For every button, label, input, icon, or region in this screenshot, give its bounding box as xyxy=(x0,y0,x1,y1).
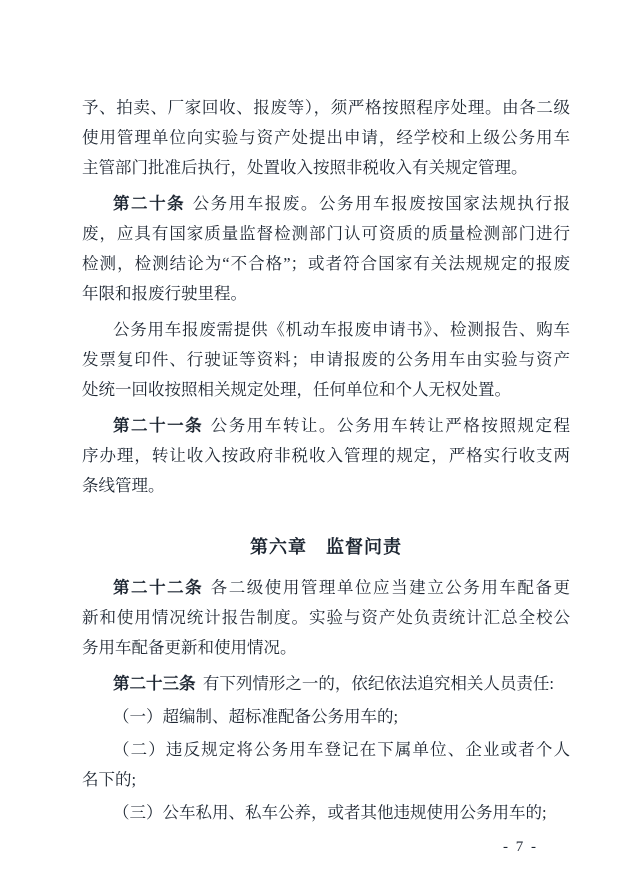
article-number: 第二十三条 xyxy=(113,675,196,693)
document-line: 处统一回收按照相关规定处理，任何单位和个人无权处置。 xyxy=(82,380,511,399)
document-line: 公务用车报废需提供《机动车报废申请书》、检测报告、购车 xyxy=(113,320,570,339)
paragraph-article-23 xyxy=(82,669,570,699)
line-text: 各二级使用管理单位应当建立公务用车配备更 xyxy=(210,578,571,597)
document-line: 务用车配备更新和使用情况。 xyxy=(82,638,297,657)
document-line xyxy=(82,411,570,441)
document-line: 序办理，转让收入按政府非税收入管理的规定，严格实行收支两 xyxy=(82,446,570,465)
document-line: 条线管理。 xyxy=(82,476,165,495)
paragraph-article-20 xyxy=(82,189,570,309)
document-line: （三）公车私用、私车公养，或者其他违规使用公务用车的; xyxy=(113,803,547,822)
document-line: 发票复印件、行驶证等资料；申请报废的公务用车由实验与资产 xyxy=(82,350,570,369)
document-line: 使用管理单位向实验与资产处提出申请，经学校和上级公务用车 xyxy=(82,128,570,147)
document-line: 予、拍卖、厂家回收、报废等），须严格按照程序处理。由各二级 xyxy=(82,98,570,117)
document-line: （一）超编制、超标准配备公务用车的; xyxy=(113,707,399,726)
document-line: 名下的; xyxy=(82,770,137,789)
paragraph-article-21 xyxy=(82,411,570,501)
line-text: 公务用车报废。公务用车报废按国家法规执行报 xyxy=(192,194,571,213)
document-line: （二）违反规定将公务用车登记在下属单位、企业或者个人 xyxy=(113,740,570,759)
document-line xyxy=(82,669,570,699)
paragraph xyxy=(82,93,570,183)
document-line: 年限和报废行驶里程。 xyxy=(82,284,247,303)
paragraph xyxy=(82,315,570,405)
list-item xyxy=(82,735,570,795)
list-item xyxy=(82,702,570,732)
line-text: 公务用车转让。公务用车转让严格按照规定程 xyxy=(210,416,571,435)
page-number: - 7 - xyxy=(503,839,538,855)
document-line xyxy=(82,189,570,219)
document-line xyxy=(82,573,570,603)
article-number: 第二十条 xyxy=(113,195,186,213)
line-text: 有下列情形之一的，依纪依法追究相关人员责任: xyxy=(202,674,555,693)
article-number: 第二十二条 xyxy=(113,579,204,597)
article-number: 第二十一条 xyxy=(113,417,204,435)
document-line: 主管部门批准后执行，处置收入按照非税收入有关规定管理。 xyxy=(82,158,528,177)
list-item xyxy=(82,798,570,828)
document-line: 检测，检测结论为“不合格”；或者符合国家有关法规规定的报废 xyxy=(82,254,570,273)
document-line: 新和使用情况统计报告制度。实验与资产处负责统计汇总全校公 xyxy=(82,608,570,627)
paragraph-article-22 xyxy=(82,573,570,663)
chapter-heading: 第六章 监督问责 xyxy=(250,537,402,557)
document-line: 废，应具有国家质量监督检测部门认可资质的质量检测部门进行 xyxy=(82,224,570,243)
